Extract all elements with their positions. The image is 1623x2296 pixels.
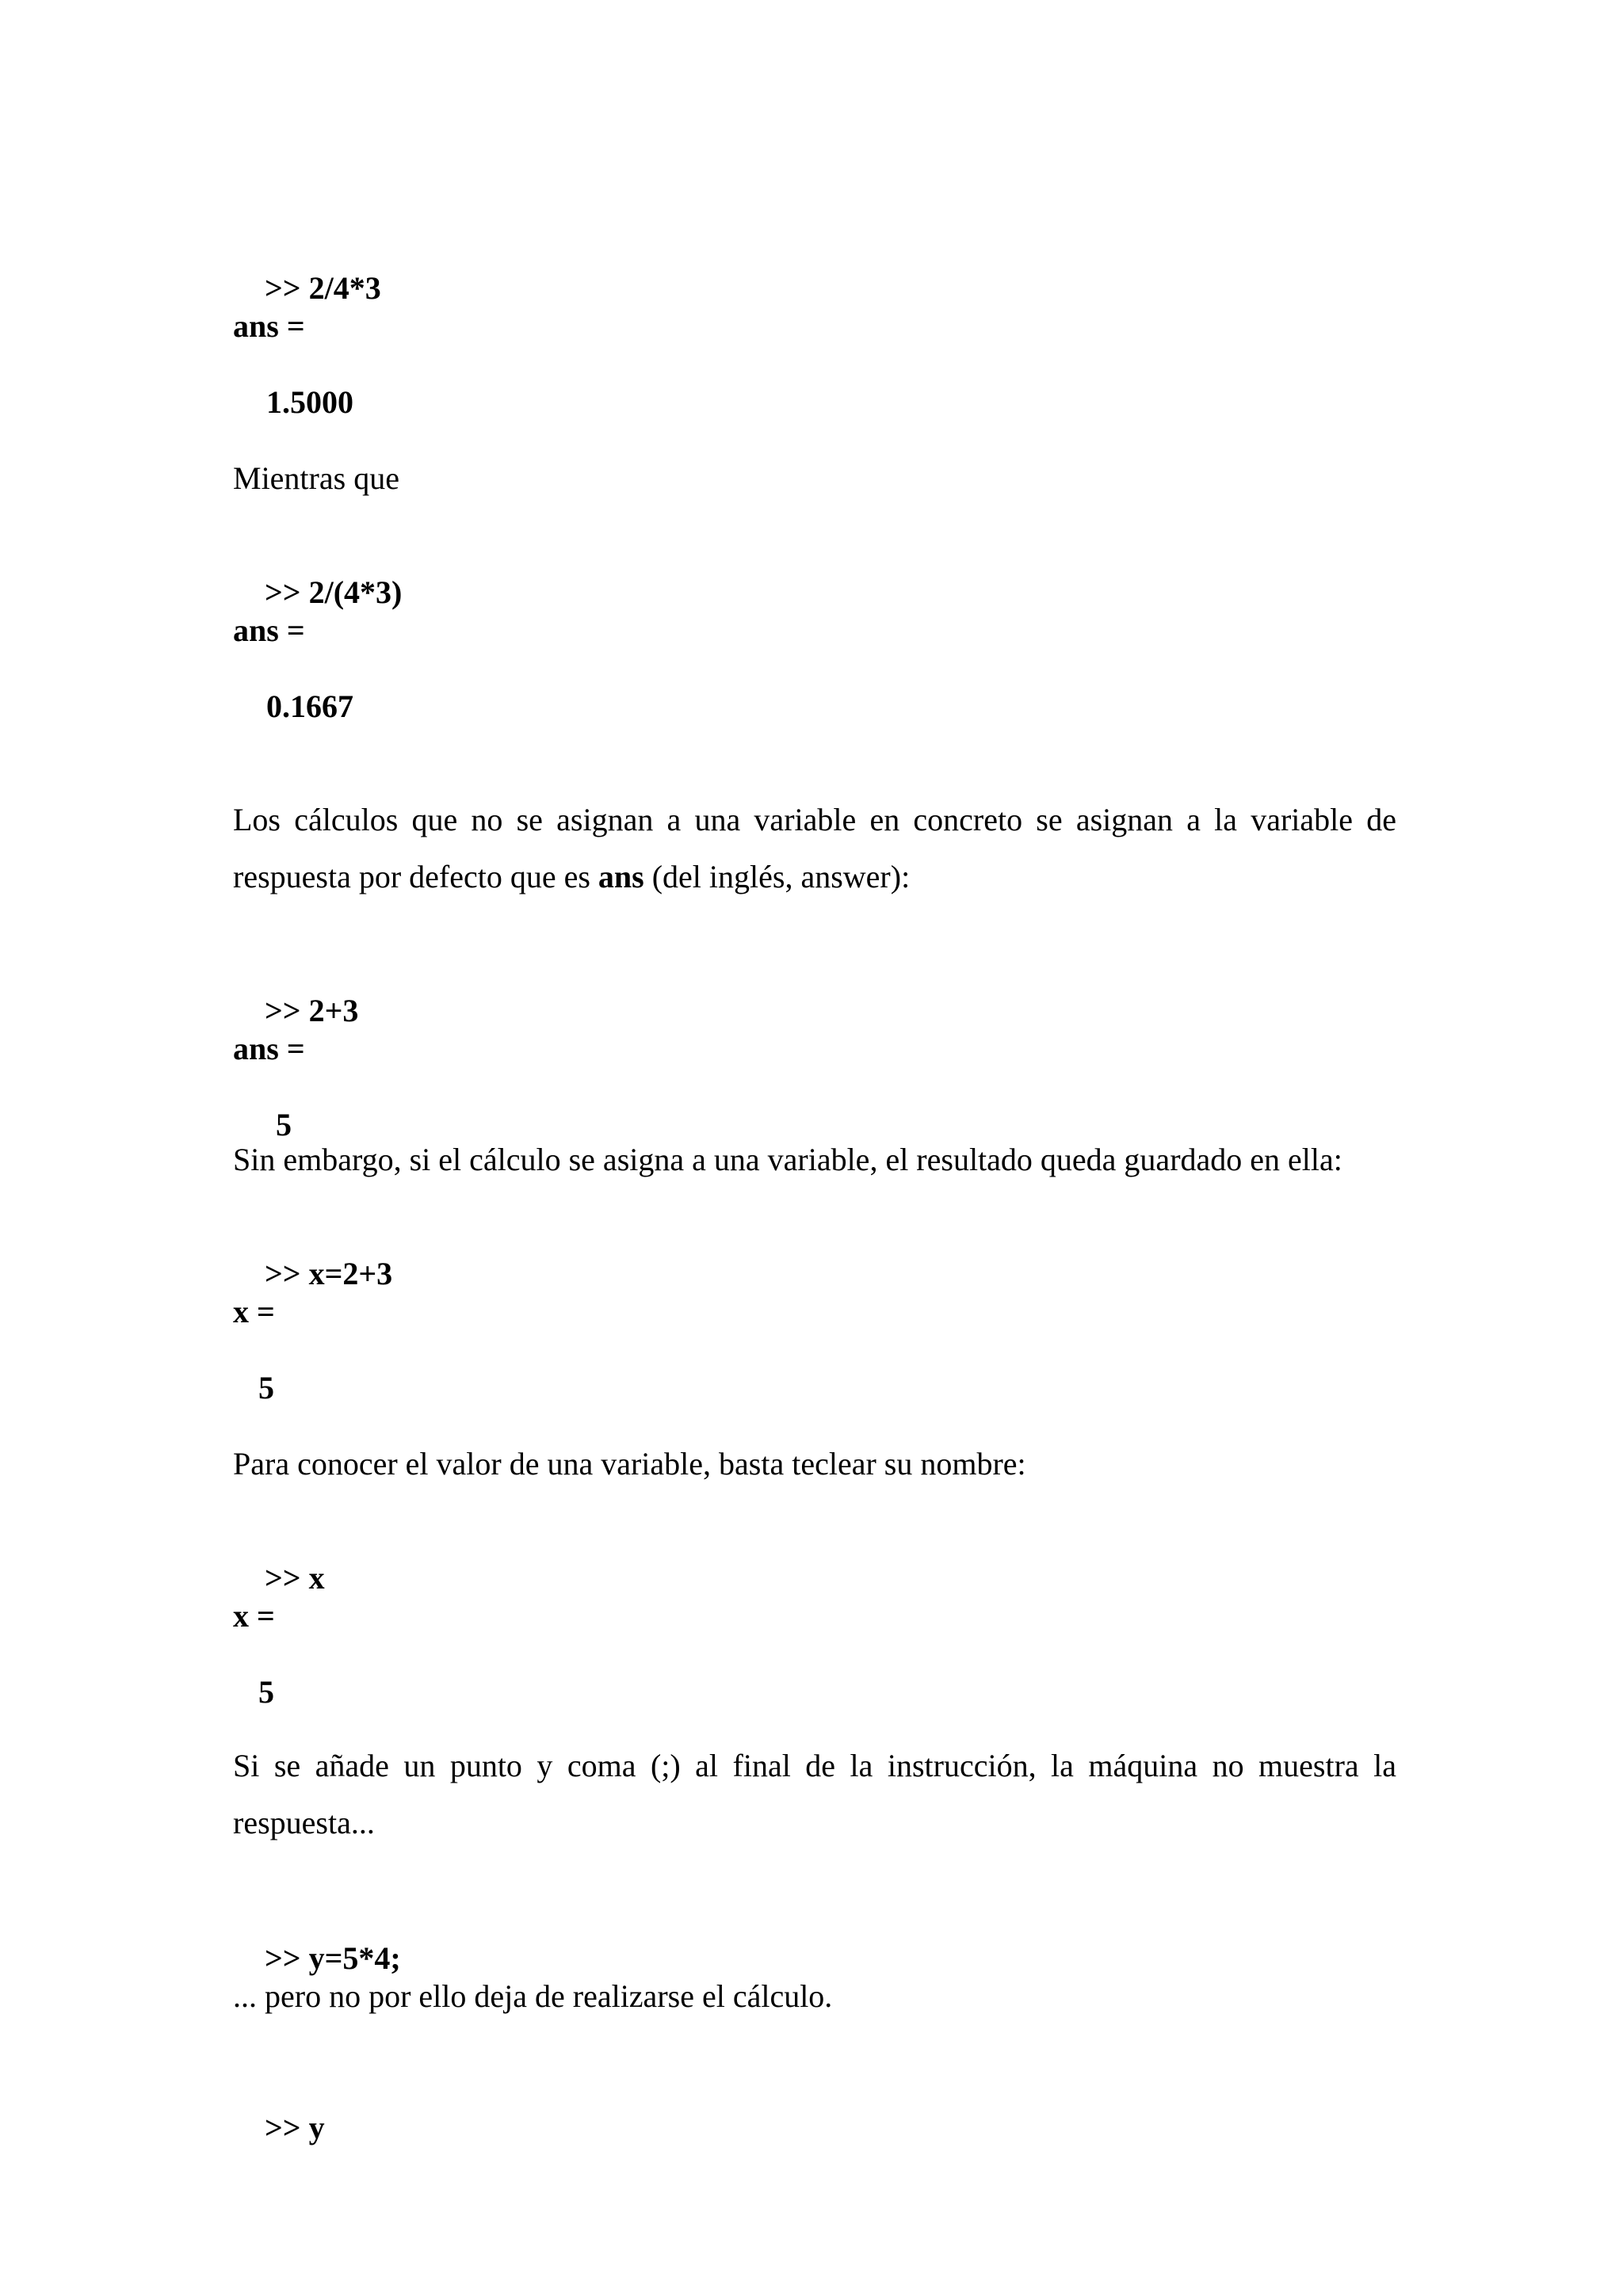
- command-code: y: [308, 2110, 325, 2145]
- text-line: Sin embargo, si el cálculo se asigna a una variable, el resultado queda guardado en ella:: [233, 1142, 1342, 1177]
- output-value: 0.1667: [266, 688, 353, 724]
- command-code: y=5*4;: [308, 1940, 401, 1976]
- output-value: 5: [276, 1107, 292, 1142]
- paragraph: Si se añade un punto y coma (;) al final de la instrucción, la máquina no muestra la respuesta...: [233, 1748, 1396, 1840]
- output-value: 1.5000: [266, 384, 353, 420]
- paragraph-keyword: ans: [598, 859, 644, 894]
- output-label: ans =: [233, 612, 305, 648]
- output-label: ans =: [233, 1031, 305, 1066]
- text-line: Mientras que: [233, 460, 399, 496]
- text-line: ... pero no por ello deja de realizarse el cálculo.: [233, 1978, 833, 2014]
- prompt-symbol: >>: [265, 270, 301, 306]
- command-code: x: [308, 1560, 325, 1596]
- output-value: 5: [258, 1370, 274, 1405]
- command-code: 2/4*3: [308, 270, 381, 306]
- prompt-symbol: >>: [265, 993, 301, 1028]
- command-code: x=2+3: [308, 1256, 393, 1291]
- paragraph: [233, 791, 1396, 906]
- paragraph-text: Los cálculos que no se asignan a una variable en concreto se asignan a la variable de respuesta por defecto que es: [233, 802, 1396, 894]
- output-label: x =: [233, 1598, 275, 1634]
- command-code: 2+3: [308, 993, 359, 1028]
- prompt-symbol: >>: [265, 1560, 301, 1596]
- output-label: ans =: [233, 308, 305, 344]
- command-code: 2/(4*3): [308, 574, 403, 610]
- prompt-symbol: >>: [265, 574, 301, 610]
- paragraph-text: (del inglés, answer):: [643, 859, 911, 894]
- text-line: Para conocer el valor de una variable, basta teclear su nombre:: [233, 1446, 1026, 1482]
- output-value: 5: [258, 1674, 274, 1710]
- prompt-symbol: >>: [265, 2110, 301, 2145]
- prompt-symbol: >>: [265, 1256, 301, 1291]
- prompt-symbol: >>: [265, 1940, 301, 1976]
- command-line: [233, 2071, 325, 2185]
- output-label: x =: [233, 1294, 275, 1329]
